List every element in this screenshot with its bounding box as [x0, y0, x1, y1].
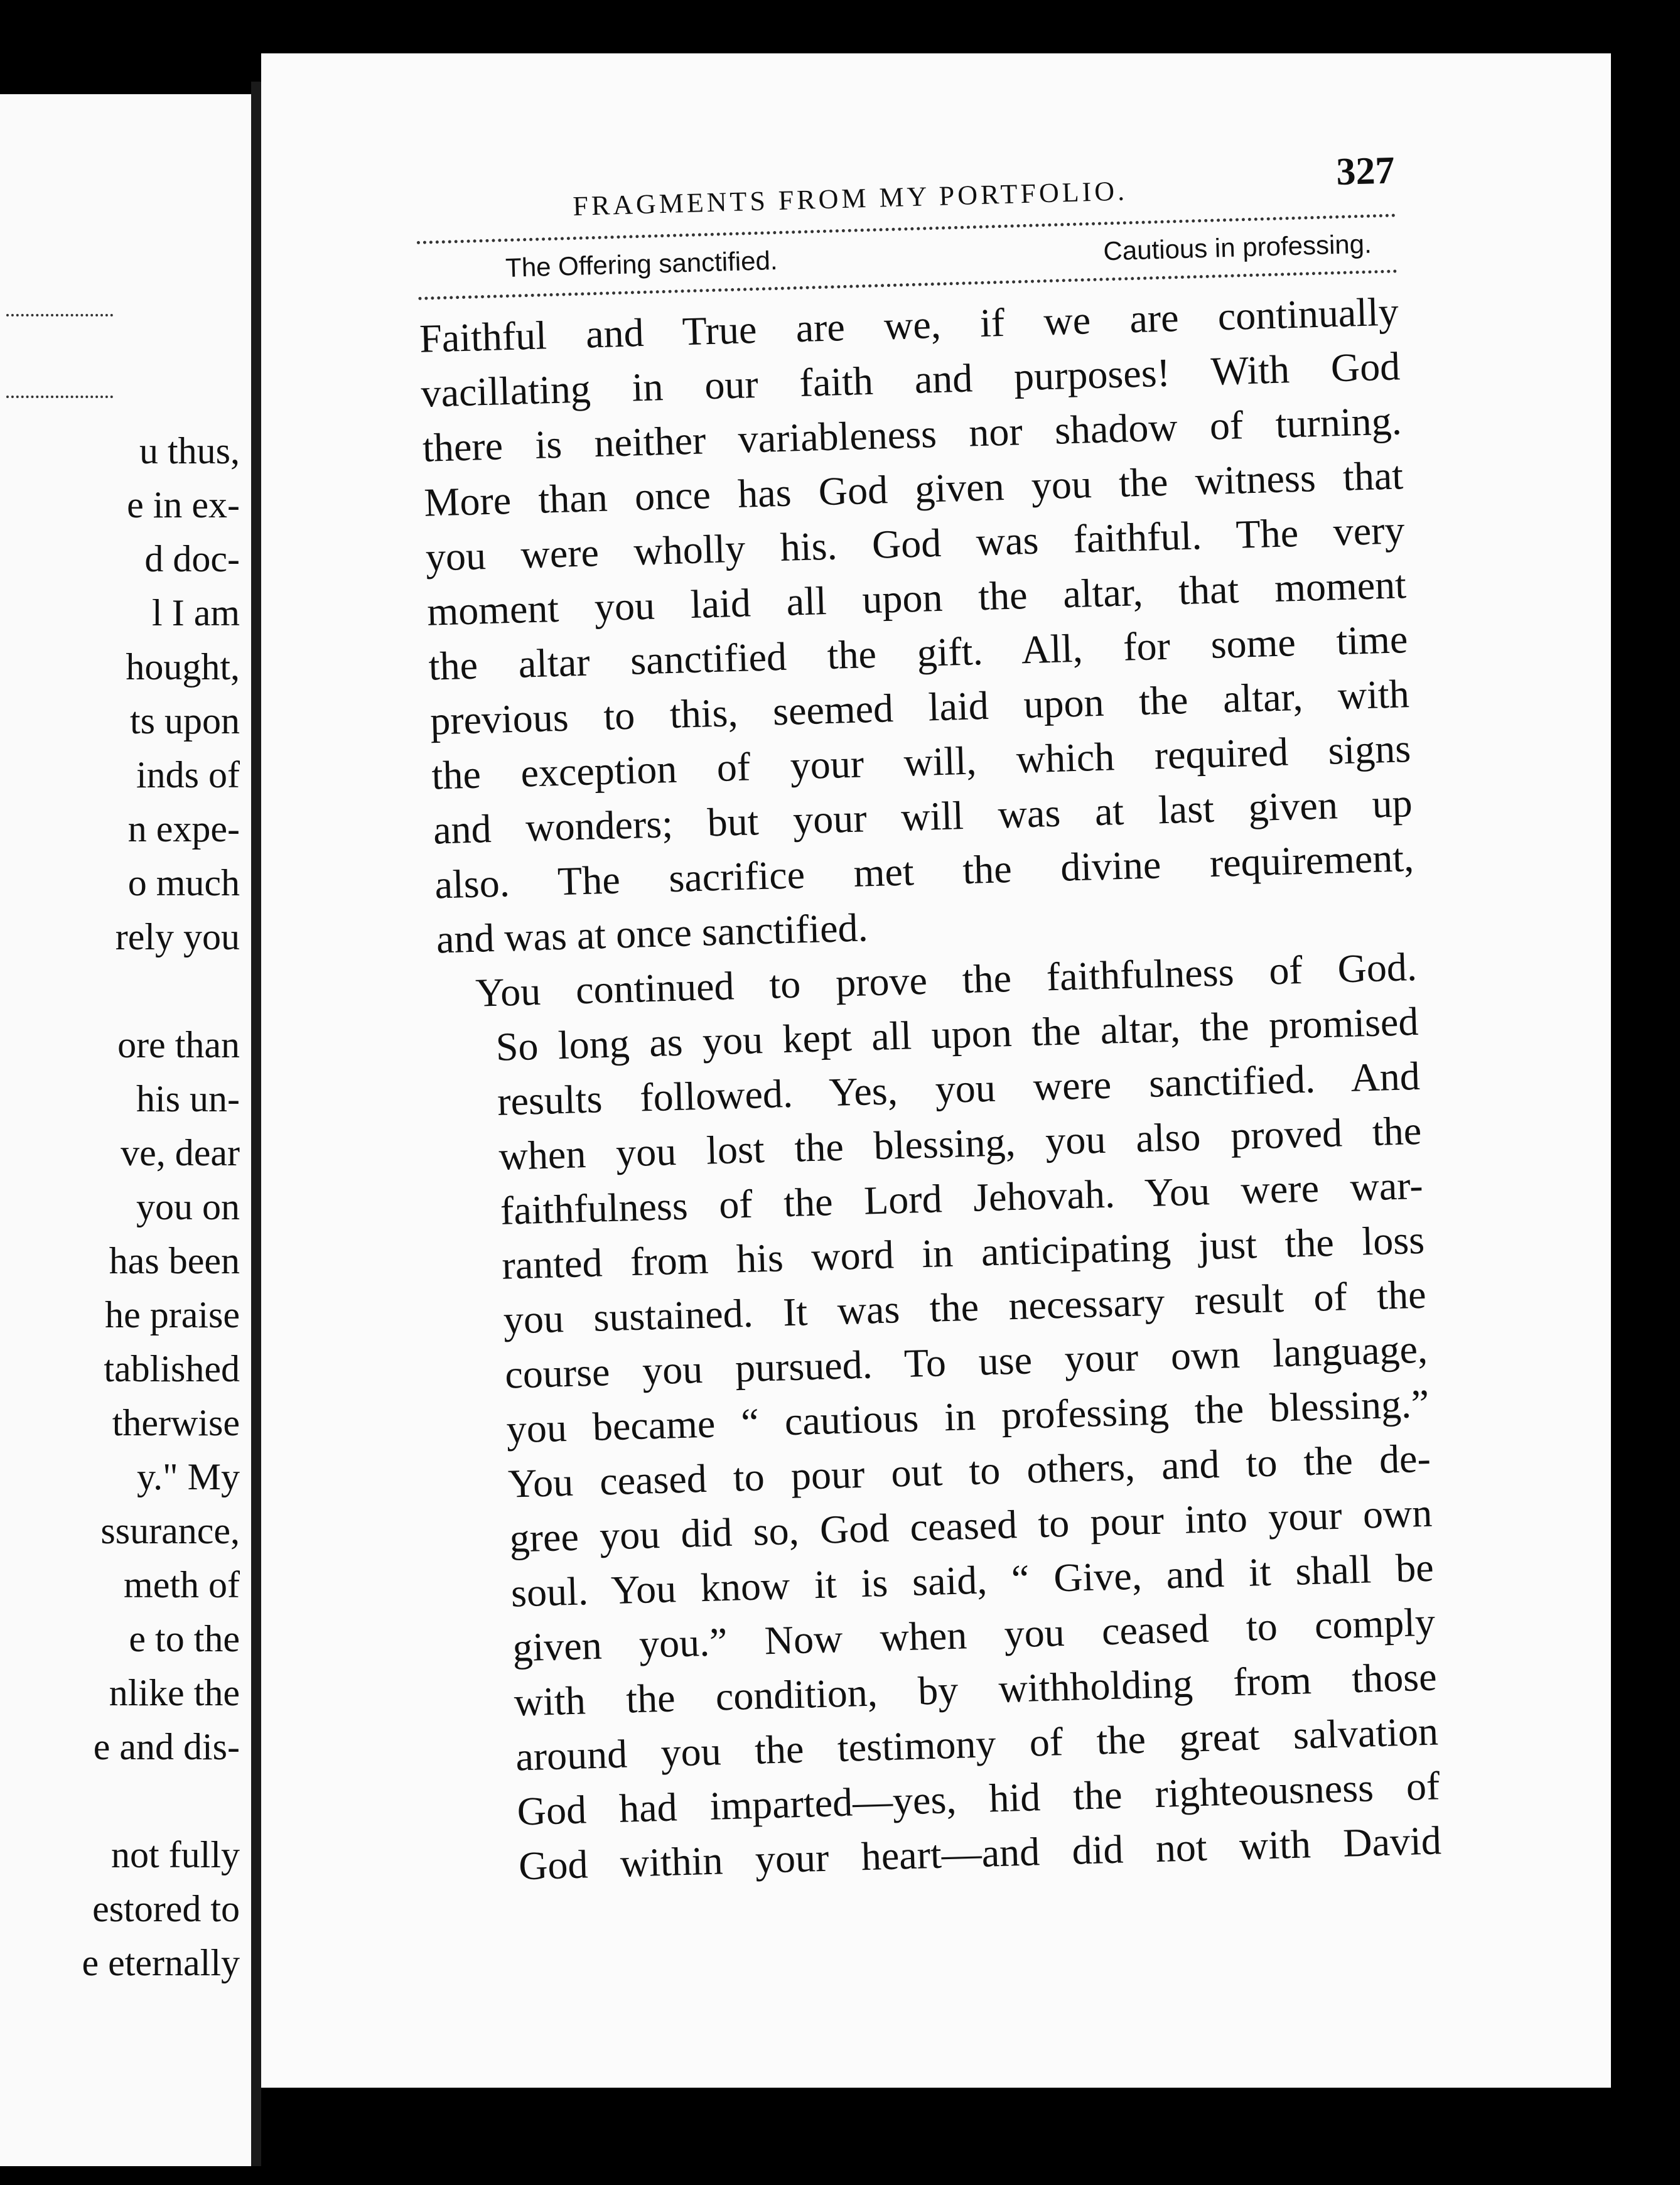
text-line: So long as you kept all upon the altar, the promised — [495, 998, 1419, 1069]
text-line: when you lost the blessing, you also proved the — [498, 1108, 1423, 1179]
text-line: you sustained. It was the necessary result of the — [502, 1271, 1427, 1342]
text-line: moment you laid all upon the altar, that moment — [426, 562, 1407, 634]
left-line: u thus, — [139, 430, 240, 472]
left-line: therwise — [112, 1402, 240, 1443]
left-line: inds of — [136, 754, 240, 796]
left-page-text — [1, 424, 240, 1990]
book-gutter — [251, 82, 261, 2166]
subhead-right: Cautious in professing. — [1102, 229, 1372, 266]
page-number: 327 — [1335, 149, 1396, 194]
subhead-left: The Offering sanctified. — [505, 245, 778, 283]
text-line: you were wholly his. God was faithful. The very — [424, 507, 1406, 580]
left-line: rely you — [115, 916, 240, 958]
previous-page-fragment — [0, 94, 251, 2166]
text-line: soul. You know it is said, “ Give, and it shall be — [510, 1545, 1435, 1616]
running-title: FRAGMENTS FROM MY PORTFOLIO. — [572, 175, 1128, 222]
left-line: tablished — [104, 1348, 240, 1389]
paragraph-1 — [419, 284, 1416, 966]
left-line: ve, dear — [121, 1132, 240, 1173]
left-line: has been — [109, 1240, 240, 1281]
left-line: e to the — [129, 1618, 240, 1659]
text-line: results followed. Yes, you were sanctified. And — [497, 1053, 1421, 1124]
text-line: and wonders; but your will was at last given up — [433, 780, 1413, 853]
left-line: nlike the — [109, 1672, 240, 1713]
left-line: d doc- — [144, 538, 240, 580]
left-line: y." My — [137, 1456, 240, 1497]
left-line-gap — [1, 964, 240, 1018]
text-line: with the condition, by withholding from those — [513, 1654, 1438, 1725]
text-line: More than once has God given you the witness that — [423, 453, 1404, 525]
left-line: meth of — [124, 1564, 240, 1605]
current-page — [261, 53, 1611, 2088]
left-page-rule-top — [6, 314, 113, 316]
left-line: l I am — [152, 592, 240, 634]
body-text — [419, 284, 1442, 1895]
left-line: n expe- — [127, 808, 240, 850]
text-line: there is neither variableness nor shadow of turning. — [422, 398, 1403, 470]
text-line: vacillating in our faith and purposes! With God — [420, 343, 1401, 416]
text-line: ranted from his word in anticipating just the loss — [501, 1217, 1425, 1288]
left-line: not fully — [111, 1834, 240, 1875]
text-line: the altar sanctified the gift. All, for some time — [428, 617, 1409, 689]
left-line: his un- — [136, 1078, 240, 1119]
left-line: e eternally — [82, 1942, 240, 1983]
text-line: God within your heart—and did not with David — [518, 1818, 1442, 1889]
left-line: o much — [127, 862, 240, 904]
page-content — [415, 148, 1442, 1894]
left-page-rule-bottom — [6, 396, 113, 398]
left-line: he praise — [105, 1294, 240, 1335]
text-line: previous to this, seemed laid upon the altar, with — [429, 671, 1410, 743]
left-line: ore than — [117, 1024, 240, 1066]
text-line: and was at once sanctified. — [435, 905, 869, 962]
text-line: course you pursued. To use your own language, — [504, 1326, 1428, 1397]
left-line: ts upon — [129, 700, 240, 742]
left-line: estored to — [92, 1888, 240, 1929]
text-line: You ceased to pour out to others, and to the de- — [507, 1435, 1431, 1506]
left-line-gap — [1, 1774, 240, 1828]
text-line: around you the testimony of the great salvation — [515, 1708, 1439, 1779]
text-line: You continued to prove the faithfulness of God. — [475, 944, 1418, 1015]
left-line: ssurance, — [100, 1510, 240, 1551]
text-line: Faithful and True are we, if we are continually — [419, 289, 1399, 361]
text-line: the exception of your will, which required signs — [431, 726, 1412, 798]
text-line: faithfulness of the Lord Jehovah. You were war- — [500, 1162, 1424, 1233]
paragraph-2 — [437, 939, 1442, 1895]
left-line: you on — [136, 1186, 240, 1227]
text-line: God had imparted—yes, hid the righteousness of — [516, 1763, 1441, 1834]
left-line: e in ex- — [127, 484, 240, 526]
left-line: hought, — [126, 646, 240, 688]
text-line: you became “ cautious in professing the blessing.” — [505, 1381, 1430, 1452]
text-line: gree you did so, God ceased to pour into your own — [509, 1490, 1433, 1561]
text-line: also. The sacrifice met the divine requirement, — [434, 835, 1414, 907]
left-line: e and dis- — [93, 1726, 240, 1767]
text-line: given you.” Now when you ceased to comply — [512, 1599, 1436, 1670]
